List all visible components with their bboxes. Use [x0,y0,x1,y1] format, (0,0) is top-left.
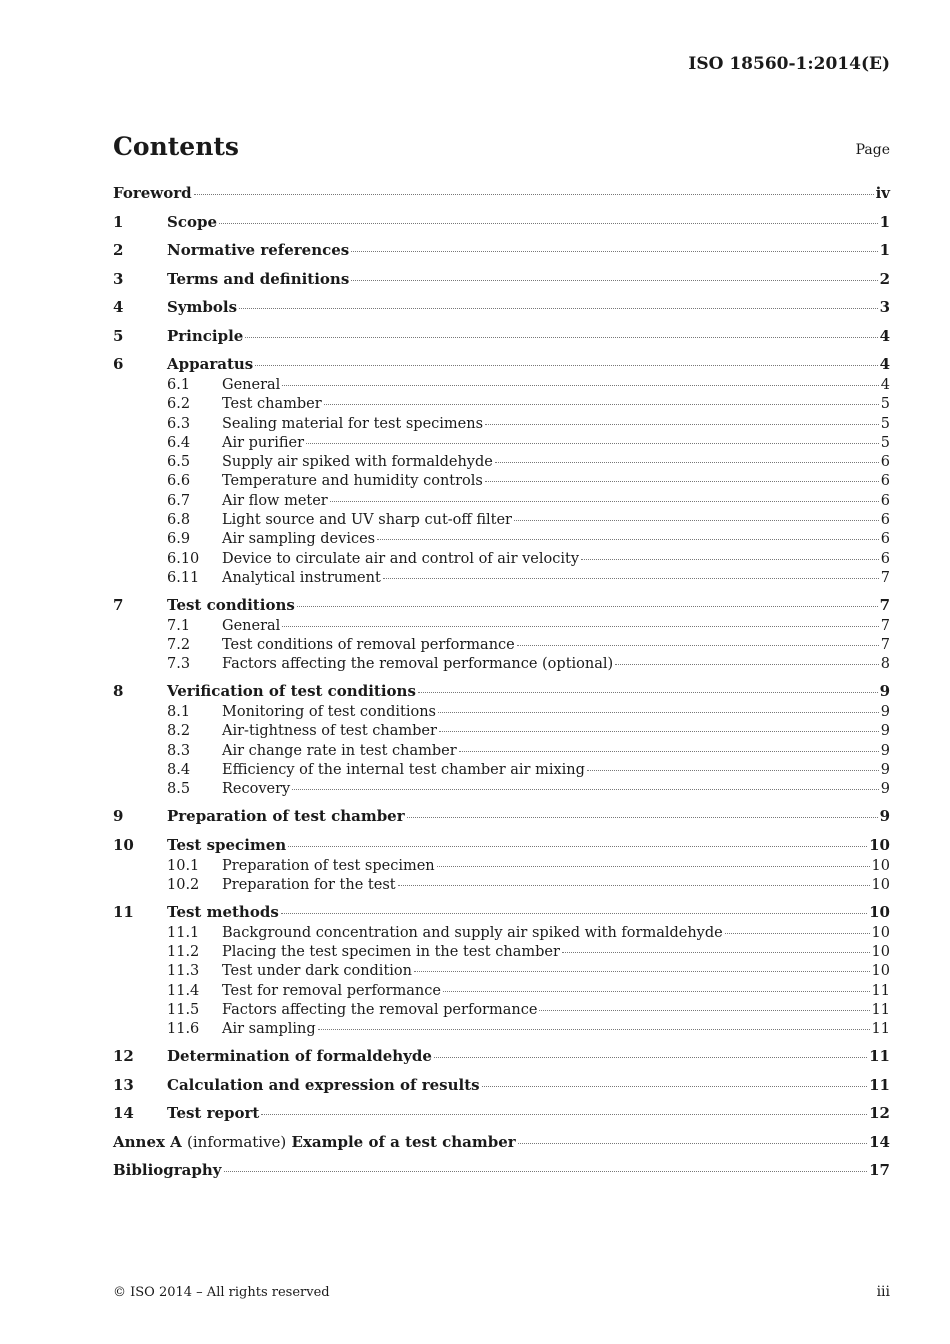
page-column-label: Page [855,142,890,158]
toc-entry-number: 11 [113,902,134,921]
toc-entry-title: Symbols [167,298,238,316]
toc-entry-title: Test conditions [167,595,295,614]
toc-entry-subclause-11-2[interactable] [113,944,890,963]
dot-leader [725,933,870,934]
toc-entry-number: 8.3 [167,742,191,759]
toc-entry-title: Test report [167,1104,260,1123]
toc-entry-page: 11 [871,1021,890,1038]
toc-entry-title: Test under dark condition [222,963,412,980]
dot-leader [418,692,878,693]
toc-entry-number: 6.7 [167,492,191,509]
toc-entry-subclause-8-5[interactable] [113,781,890,800]
toc-entry-clause-2[interactable] [113,241,890,263]
dot-leader [587,770,879,771]
toc-entry-title: Test methods [167,902,279,921]
toc-entry-subclause-6-4[interactable] [113,435,890,454]
toc-entry-page: 14 [869,1132,890,1151]
toc-entry-page: 9 [880,762,890,779]
toc-entry-number: 6.4 [167,434,191,451]
toc-entry-page: 12 [869,1104,890,1123]
toc-entry-title: Normative references [167,241,350,259]
dot-leader [351,280,877,281]
toc-entry-subclause-10-2[interactable] [113,877,890,896]
toc-entry-subclause-6-5[interactable] [113,454,890,473]
dot-leader [562,952,870,953]
toc-entry-number: 10 [113,835,134,854]
toc-entry-clause-4[interactable] [113,298,890,320]
page-number: iii [876,1284,890,1300]
toc-entry-number: 7.2 [167,637,191,654]
toc-entry-number: 6.6 [167,473,191,490]
toc-entry-title: Device to circulate air and control of air velocity [222,550,580,567]
dot-leader [288,846,867,847]
toc-entry-page: 8 [880,656,890,673]
toc-entry-subclause-10-1[interactable] [113,858,890,877]
toc-clauses [113,213,890,1127]
toc-entry-page: 10 [871,876,890,893]
dot-leader [324,404,879,405]
toc-entry-title: Verification of test conditions [167,682,416,701]
toc-entry-title: Factors affecting the removal performance (optional) [222,656,614,673]
toc-entry-page: 6 [880,531,890,548]
toc-entry-title: Calculation and expression of results [167,1075,480,1094]
dot-leader [581,559,879,560]
toc-entry-page: 6 [880,492,890,509]
toc-entry-clause-7[interactable] [113,596,890,618]
toc-entry-subclause-6-9[interactable] [113,531,890,550]
toc-entry-title: Analytical instrument [222,569,381,586]
toc-entry-title [113,1133,516,1151]
toc-entry-title: Light source and UV sharp cut-off filter [222,512,512,529]
toc-entry-title: Sealing material for test specimens [222,415,484,432]
toc-entry-number: 5 [113,326,124,345]
copyright-notice: © ISO 2014 – All rights reserved [113,1285,330,1300]
toc-entry-title: Supply air spiked with formaldehyde [222,454,493,471]
toc-entry-title: Temperature and humidity controls [222,473,483,490]
toc-entry-page: 7 [880,617,890,634]
toc-entry-title: Test conditions of removal performance [222,637,515,654]
toc-entry-page: 6 [880,454,890,471]
toc-entry-page: 11 [871,1001,890,1018]
dot-leader [514,520,879,521]
toc-entry-title: General [222,617,281,634]
toc-entry-number: 6.3 [167,415,191,432]
toc-entry-number: 13 [113,1075,134,1094]
dot-leader [318,1029,870,1030]
toc-entry-page: 5 [880,415,890,432]
toc-entry-page: 10 [871,944,890,961]
toc-entry-subclause-6-3[interactable] [113,416,890,435]
toc-entry-page: 7 [880,569,890,586]
toc-entry-page: 9 [879,807,890,826]
dot-leader [292,789,879,790]
toc-entry-page: 4 [880,377,890,393]
toc-entry-page: 10 [869,902,890,921]
toc-entry-subclause-6-8[interactable] [113,512,890,531]
toc-entry-title: Apparatus [167,355,254,373]
toc-entry-subclause-6-10[interactable] [113,551,890,570]
toc-entry-title: Preparation for the test [222,876,396,893]
toc-entry-annex-a[interactable] [113,1133,890,1155]
toc-entry-number: 8.4 [167,762,191,779]
dot-leader [239,308,878,309]
toc-entry-subclause-11-5[interactable] [113,1002,890,1021]
dot-leader [224,1171,868,1172]
toc-entry-number: 7.3 [167,656,191,673]
toc-entry-number: 4 [113,298,124,316]
toc-entry-foreword[interactable] [113,184,890,206]
toc-entry-page: 6 [880,512,890,529]
toc-entry-number: 8 [113,682,124,701]
toc-entry-subclause-6-1[interactable] [113,377,890,396]
toc-entry-subclause-6-7[interactable] [113,493,890,512]
toc-entry-clause-8[interactable] [113,682,890,704]
toc-entry-page: 9 [880,704,890,721]
toc-entry-clause-11[interactable] [113,903,890,925]
toc-entry-number: 12 [113,1047,134,1066]
annex-note: (informative) [187,1132,287,1151]
dot-leader [261,1114,867,1115]
toc-entry-title: Determination of formaldehyde [167,1047,432,1066]
dot-leader [219,223,878,224]
toc-entry-title: Air-tightness of test chamber [222,723,437,740]
toc-entry-number: 6.5 [167,454,191,471]
dot-leader [495,462,879,463]
toc-entry-page: 4 [879,355,890,373]
dot-leader [485,424,879,425]
toc-entry-title: Bibliography [113,1161,222,1180]
dot-leader [615,664,879,665]
toc-entry-bibliography[interactable] [113,1161,890,1183]
toc-entry-title: Placing the test specimen in the test chamber [222,944,560,961]
toc-entry-subclause-8-1[interactable] [113,704,890,723]
toc-entry-title: Air flow meter [222,492,328,509]
toc-entry-page: 9 [880,723,890,740]
toc-entry-subclause-7-3[interactable] [113,656,890,675]
toc-entry-title: Air sampling [222,1021,316,1038]
dot-leader [330,501,879,502]
dot-leader [282,385,878,386]
dot-leader [377,539,879,540]
dot-leader [439,731,879,732]
toc-entry-number: 7 [113,595,124,614]
toc-entry-clause-10[interactable] [113,836,890,858]
toc-entry-page: 11 [869,1047,890,1066]
toc-entry-title: Preparation of test specimen [222,857,435,874]
dot-leader [438,712,879,713]
dot-leader [434,1057,867,1058]
toc-entry-subclause-7-1[interactable] [113,618,890,637]
toc-entry-number: 2 [113,241,124,259]
toc-entry-number: 11.1 [167,924,200,941]
toc-entry-number: 10.1 [167,857,200,874]
document-id-header: ISO 18560-1:2014(E) [688,54,890,74]
annex-label: Annex A [113,1132,182,1151]
toc-entry-title: Principle [167,326,244,345]
toc-entry-number: 11.5 [167,1001,200,1018]
toc-entry-subclause-11-3[interactable] [113,963,890,982]
toc-entry-clause-12[interactable] [113,1047,890,1069]
toc-entry-page: 9 [880,781,890,798]
toc-entry-clause-5[interactable] [113,327,890,349]
toc-entry-subclause-8-3[interactable] [113,743,890,762]
toc-entry-number: 11.2 [167,944,200,961]
toc-entry-page: 9 [880,742,890,759]
toc-entry-number: 8.2 [167,723,191,740]
toc-entry-number: 8.5 [167,781,191,798]
dot-leader [517,645,879,646]
toc-entry-page: 6 [880,473,890,490]
toc-entry-number: 6.1 [167,377,191,393]
toc-entry-title: Air sampling devices [222,531,376,548]
toc-entry-clause-6[interactable] [113,355,890,377]
toc-entry-page: 10 [871,963,890,980]
toc-entry-title: Scope [167,212,218,231]
toc-entry-title: Test for removal performance [222,982,441,999]
toc-entry-title: Efficiency of the internal test chamber air mixing [222,762,585,779]
dot-leader [383,578,879,579]
toc-entry-page: 11 [871,982,890,999]
toc-entry-clause-3[interactable] [113,270,890,292]
toc-entry-title: Foreword [113,184,192,202]
toc-entry-title: General [222,377,281,393]
toc-entry-page: iv [875,184,890,202]
toc-entry-page: 11 [869,1075,890,1094]
toc-entry-page: 10 [871,857,890,874]
toc-entry-subclause-7-2[interactable] [113,637,890,656]
toc-entry-subclause-6-11[interactable] [113,570,890,589]
toc-entry-title: Terms and definitions [167,269,350,288]
toc-entry-clause-9[interactable] [113,807,890,829]
dot-leader [414,971,870,972]
toc-entry-subclause-11-1[interactable] [113,925,890,944]
toc-entry-page: 9 [879,682,890,701]
toc-entry-clause-14[interactable] [113,1104,890,1126]
toc-entry-number: 3 [113,269,124,288]
toc-entry-page: 3 [879,298,890,316]
toc-entry-title: Recovery [222,781,291,798]
dot-leader [351,251,877,252]
toc-entry-subclause-8-4[interactable] [113,762,890,781]
dot-leader [443,991,870,992]
toc-entry-page: 2 [879,269,890,288]
dot-leader [398,885,870,886]
toc-entry-page: 10 [871,924,890,941]
dot-leader [282,626,878,627]
toc-entry-title: Factors affecting the removal performance [222,1001,538,1018]
toc-entry-subclause-11-6[interactable] [113,1021,890,1040]
toc-entry-page: 5 [880,396,890,413]
dot-leader [297,606,878,607]
toc-entry-title: Background concentration and supply air spiked with formaldehyde [222,924,723,941]
toc-entry-number: 6.9 [167,531,191,548]
toc-entry-page: 1 [879,212,890,231]
dot-leader [539,1010,869,1011]
dot-leader [194,194,874,195]
toc-entry-page: 17 [869,1161,890,1180]
dot-leader [459,751,879,752]
toc-entry-number: 6.2 [167,396,191,413]
toc-entry-number: 7.1 [167,617,191,634]
toc-entry-page: 6 [880,550,890,567]
dot-leader [437,866,870,867]
toc-entry-number: 11.3 [167,963,200,980]
table-of-contents [113,184,890,1183]
toc-entry-number: 14 [113,1104,134,1123]
dot-leader [518,1143,867,1144]
toc-entry-page: 5 [880,434,890,451]
annex-title: Example of a test chamber [291,1132,516,1151]
toc-entry-page: 7 [879,595,890,614]
toc-entry-page: 7 [880,637,890,654]
toc-entry-page: 4 [879,326,890,345]
dot-leader [245,337,877,338]
toc-entry-clause-1[interactable] [113,213,890,235]
dot-leader [306,443,879,444]
toc-entry-subclause-11-4[interactable] [113,983,890,1002]
toc-entry-page: 1 [879,241,890,259]
toc-entry-title: Air change rate in test chamber [222,742,457,759]
toc-entry-number: 8.1 [167,704,191,721]
toc-entry-title: Air purifier [222,434,305,451]
toc-entry-number: 11.6 [167,1021,200,1038]
toc-entry-subclause-6-2[interactable] [113,396,890,415]
toc-entry-number: 10.2 [167,876,200,893]
toc-entry-clause-13[interactable] [113,1076,890,1098]
toc-entry-number: 6.11 [167,569,200,586]
toc-entry-number: 9 [113,807,124,826]
toc-entry-page: 10 [869,835,890,854]
toc-entry-title: Test specimen [167,835,287,854]
dot-leader [482,1086,868,1087]
toc-entry-number: 6.8 [167,512,191,529]
toc-entry-number: 6.10 [167,550,200,567]
toc-entry-title: Monitoring of test conditions [222,704,436,721]
toc-entry-number: 1 [113,212,124,231]
dot-leader [407,817,878,818]
toc-entry-title: Preparation of test chamber [167,807,405,826]
toc-entry-number: 11.4 [167,982,200,999]
dot-leader [281,913,867,914]
dot-leader [485,481,879,482]
contents-title: Contents [113,132,240,161]
toc-entry-title: Test chamber [222,396,322,413]
dot-leader [255,365,877,366]
toc-entry-number: 6 [113,355,124,373]
toc-entry-subclause-6-6[interactable] [113,473,890,492]
toc-entry-subclause-8-2[interactable] [113,723,890,742]
